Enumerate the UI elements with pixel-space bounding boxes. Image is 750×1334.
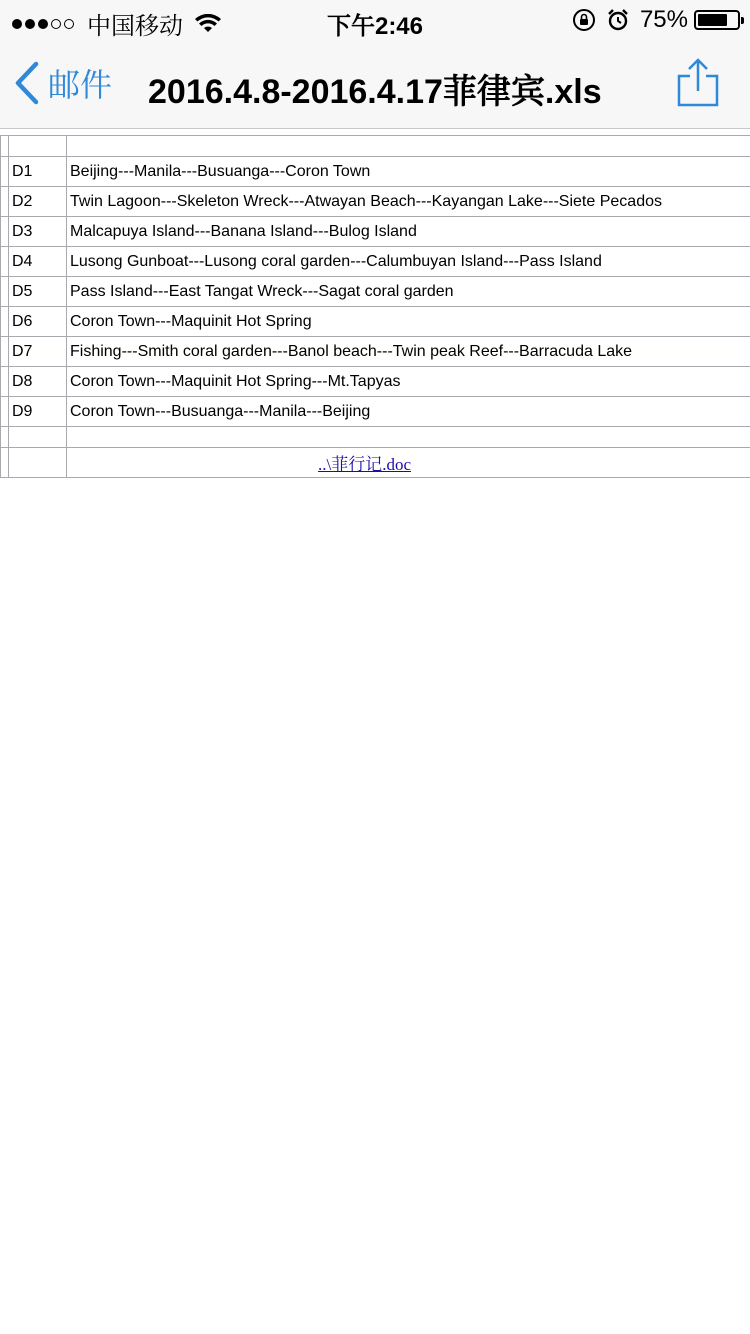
- day-cell: D3: [9, 217, 67, 247]
- day-cell: D6: [9, 307, 67, 337]
- row-header-cell: [1, 247, 9, 277]
- route-cell: Twin Lagoon---Skeleton Wreck---Atwayan Beach---Kayangan Lake---Siete Pecados: [67, 187, 750, 217]
- rotation-lock-icon: [572, 8, 596, 32]
- route-cell: Coron Town---Maquinit Hot Spring: [67, 307, 750, 337]
- status-time: 下午2:46: [326, 13, 424, 40]
- table-row-link: [1, 448, 750, 478]
- table-row: [1, 337, 750, 367]
- row-header-cell: [1, 157, 9, 187]
- day-cell: [9, 427, 67, 448]
- chevron-left-icon: [14, 61, 40, 105]
- row-header-cell: [1, 217, 9, 247]
- route-cell: Lusong Gunboat---Lusong coral garden---Calumbuyan Island---Pass Island: [67, 247, 750, 277]
- spreadsheet[interactable]: [0, 135, 750, 478]
- back-button[interactable]: [14, 60, 112, 106]
- route-cell: [67, 427, 750, 448]
- route-cell: Beijing---Manila---Busuanga---Coron Town: [67, 157, 750, 187]
- day-cell: D1: [9, 157, 67, 187]
- day-cell: D5: [9, 277, 67, 307]
- table-row: [1, 187, 750, 217]
- table-row: [1, 157, 750, 187]
- route-cell: Fishing---Smith coral garden---Banol beach---Twin peak Reef---Barracuda Lake: [67, 337, 750, 367]
- route-cell: [67, 136, 750, 157]
- document-link[interactable]: ..\菲行记.doc: [317, 455, 412, 474]
- battery-percentage: 75%: [639, 6, 688, 33]
- table-row: [1, 277, 750, 307]
- top-bar: [0, 0, 750, 129]
- table-row: [1, 217, 750, 247]
- day-cell: D9: [9, 397, 67, 427]
- route-cell: Pass Island---East Tangat Wreck---Sagat coral garden: [67, 277, 750, 307]
- day-cell: D7: [9, 337, 67, 367]
- table-row: [1, 397, 750, 427]
- table-row: [1, 367, 750, 397]
- row-header-cell: [1, 337, 9, 367]
- page-title: 2016.4.8-2016.4.17菲律宾.xls: [148, 73, 602, 111]
- status-bar: [0, 0, 750, 40]
- battery-cap: [741, 17, 744, 24]
- status-right: [572, 6, 740, 34]
- route-cell: Coron Town---Busuanga---Manila---Beijing: [67, 397, 750, 427]
- alarm-icon: [606, 8, 630, 32]
- route-cell: Malcapuya Island---Banana Island---Bulog Island: [67, 217, 750, 247]
- day-cell: D2: [9, 187, 67, 217]
- navigation-bar: [0, 40, 750, 128]
- share-icon: [676, 58, 720, 108]
- row-header-cell: [1, 307, 9, 337]
- itinerary-table: [0, 135, 750, 478]
- row-header-cell: [1, 397, 9, 427]
- table-row: [1, 307, 750, 337]
- link-cell: [67, 448, 750, 478]
- row-header-cell: [1, 136, 9, 157]
- table-row-empty: [1, 136, 750, 157]
- row-header-cell: [1, 187, 9, 217]
- row-header-cell: [1, 277, 9, 307]
- carrier-name: 中国移动: [87, 13, 183, 40]
- share-button[interactable]: [676, 58, 720, 113]
- back-button-label: 邮件: [48, 67, 113, 103]
- day-cell: D4: [9, 247, 67, 277]
- battery-icon: [694, 10, 740, 30]
- day-cell: [9, 136, 67, 157]
- day-cell: D8: [9, 367, 67, 397]
- table-row-empty: [1, 427, 750, 448]
- battery-level-fill: [698, 14, 727, 26]
- row-header-cell: [1, 448, 9, 478]
- table-row: [1, 247, 750, 277]
- route-cell: Coron Town---Maquinit Hot Spring---Mt.Tapyas: [67, 367, 750, 397]
- day-cell: [9, 448, 67, 478]
- row-header-cell: [1, 367, 9, 397]
- row-header-cell: [1, 427, 9, 448]
